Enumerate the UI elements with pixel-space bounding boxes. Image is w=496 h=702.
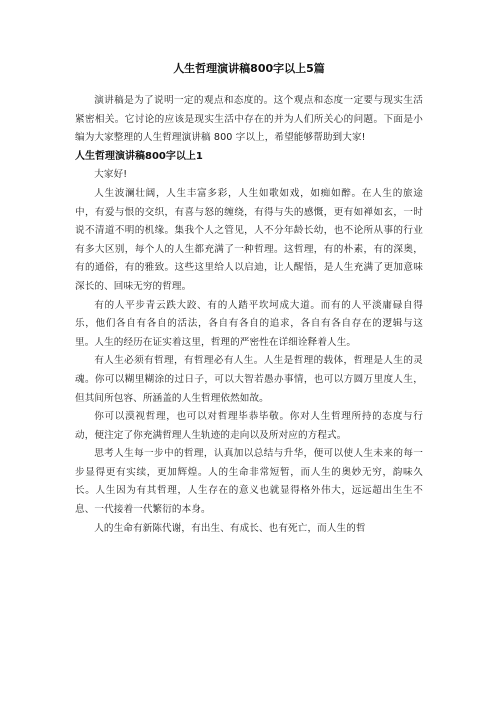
body-paragraph: 你可以漠视哲理，也可以对哲理毕恭毕敬。你对人生哲理所持的态度与行动，便注定了你充满哲理人生轨迹的走向以及所对应的方程式。 (75, 411, 423, 441)
intro-paragraph: 演讲稿是为了说明一定的观点和态度的。这个观点和态度一定要与现实生活紧密相关。它讨论的应该是现实生活中存在的并为人们所关心的问题。下面是小编为大家整理的人生哲理演讲稿 800 字以上，希望能够帮助到大家! (75, 95, 423, 144)
document-title: 人生哲理演讲稿800字以上5篇 (173, 62, 325, 75)
document-page (75, 62, 423, 538)
body-paragraph: 人生波澜壮阔，人生丰富多彩，人生如歌如戏，如痴如醉。在人生的旅途中，有爱与恨的交织，有喜与怒的缠绕，有得与失的感慨，更有如禅如玄，一时说不清道不明的机缘。集我个人之管见，人不分年龄长幼，也不论所从事的行业有多大区别，每个人的人生都充满了一种哲理。这哲理，有的朴素，有的深奥，有的通俗，有的雅致。这些这里给人以启迪，让人醒悟，是人生充满了更加意味深长的、回味无穷的哲理。 (75, 187, 423, 292)
body-paragraph: 大家好! (94, 169, 128, 181)
body-paragraph: 有的人平步青云跌大跤、有的人踏平坎坷成大道。而有的人平淡庸碌自得乐，他们各自有各自的活法，各自有各自的追求，各自有各自存在的逻辑与这里。人生的经历在证实着这里，哲理的严密性在详细诠释着人生。 (75, 299, 423, 348)
body-paragraph: 人的生命有新陈代谢，有出生、有成长、也有死亡，而人生的哲 (94, 522, 366, 534)
body-paragraph: 思考人生每一步中的哲理，认真加以总结与升华，便可以使人生未来的每一步显得更有实续，更加辉煌。人的生命非常短暂，而人生的奥妙无穷，韵味久长。人生因为有其哲理，人生存在的意义也就显得格外伟大，远远超出生生不息、一代接着一代繁衍的本身。 (75, 448, 423, 516)
body-paragraph: 有人生必须有哲理，有哲理必有人生。人生是哲理的载体，哲理是人生的灵魂。你可以糊里糊涂的过日子，可以大智若愚办事情，也可以方圆万里度人生，但其间所包容、所涵盖的人生哲理依然如故。 (75, 355, 423, 404)
section-heading: 人生哲理演讲稿800字以上1 (75, 150, 203, 162)
